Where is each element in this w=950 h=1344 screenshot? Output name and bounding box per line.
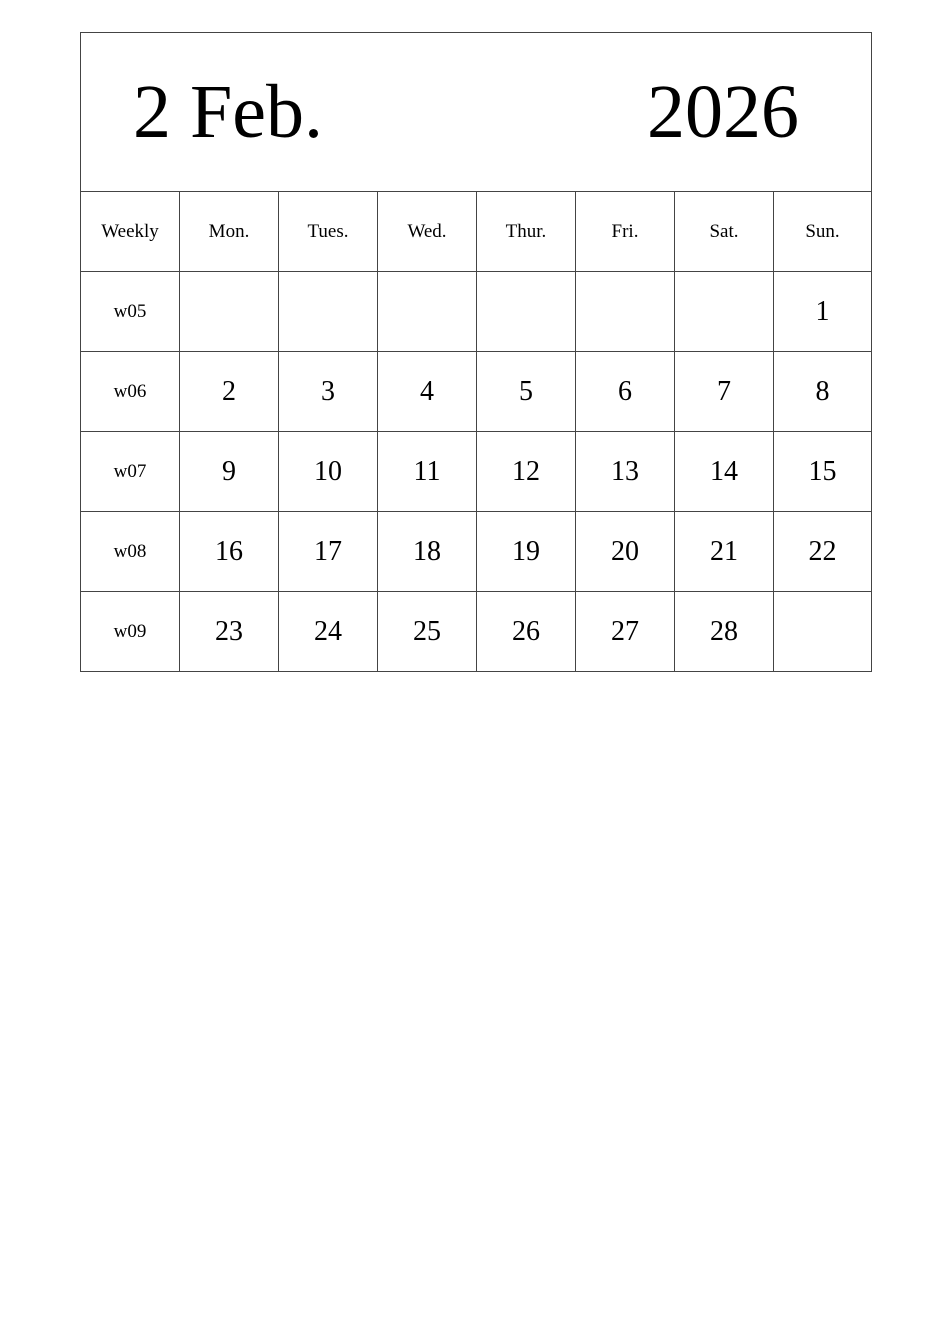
month-calendar: [80, 32, 872, 672]
day-cell: 28: [675, 592, 774, 672]
day-cell: 8: [774, 352, 872, 432]
header-saturday: Sat.: [675, 192, 774, 272]
header-thursday: Thur.: [477, 192, 576, 272]
calendar-year-title: 2026: [647, 70, 799, 154]
day-cell: [774, 592, 872, 672]
week-number: w07: [81, 432, 180, 512]
header-wednesday: Wed.: [378, 192, 477, 272]
calendar-title-cell: [81, 33, 872, 192]
week-row: [81, 352, 872, 432]
day-cell: 6: [576, 352, 675, 432]
week-number: w09: [81, 592, 180, 672]
header-weekly: Weekly: [81, 192, 180, 272]
day-cell: 20: [576, 512, 675, 592]
day-cell: 27: [576, 592, 675, 672]
day-cell: 15: [774, 432, 872, 512]
week-row: [81, 272, 872, 352]
day-cell: 9: [180, 432, 279, 512]
week-number: w06: [81, 352, 180, 432]
day-cell: 24: [279, 592, 378, 672]
day-cell: [477, 272, 576, 352]
day-cell: 2: [180, 352, 279, 432]
week-row: [81, 592, 872, 672]
day-cell: 21: [675, 512, 774, 592]
day-cell: 19: [477, 512, 576, 592]
day-cell: 16: [180, 512, 279, 592]
header-monday: Mon.: [180, 192, 279, 272]
weekday-header-row: [81, 192, 872, 272]
day-cell: 12: [477, 432, 576, 512]
day-cell: [675, 272, 774, 352]
day-cell: 23: [180, 592, 279, 672]
day-cell: 26: [477, 592, 576, 672]
day-cell: 22: [774, 512, 872, 592]
calendar-title-row: [81, 33, 872, 192]
day-cell: 5: [477, 352, 576, 432]
day-cell: [180, 272, 279, 352]
day-cell: 18: [378, 512, 477, 592]
week-number: w05: [81, 272, 180, 352]
header-tuesday: Tues.: [279, 192, 378, 272]
header-friday: Fri.: [576, 192, 675, 272]
day-cell: 11: [378, 432, 477, 512]
day-cell: 10: [279, 432, 378, 512]
day-cell: 25: [378, 592, 477, 672]
day-cell: 13: [576, 432, 675, 512]
calendar-month-title: 2 Feb.: [133, 70, 323, 154]
day-cell: [378, 272, 477, 352]
day-cell: 1: [774, 272, 872, 352]
day-cell: 14: [675, 432, 774, 512]
week-row: [81, 512, 872, 592]
day-cell: 3: [279, 352, 378, 432]
day-cell: 17: [279, 512, 378, 592]
day-cell: [279, 272, 378, 352]
week-row: [81, 432, 872, 512]
day-cell: 7: [675, 352, 774, 432]
header-sunday: Sun.: [774, 192, 872, 272]
week-number: w08: [81, 512, 180, 592]
day-cell: 4: [378, 352, 477, 432]
day-cell: [576, 272, 675, 352]
